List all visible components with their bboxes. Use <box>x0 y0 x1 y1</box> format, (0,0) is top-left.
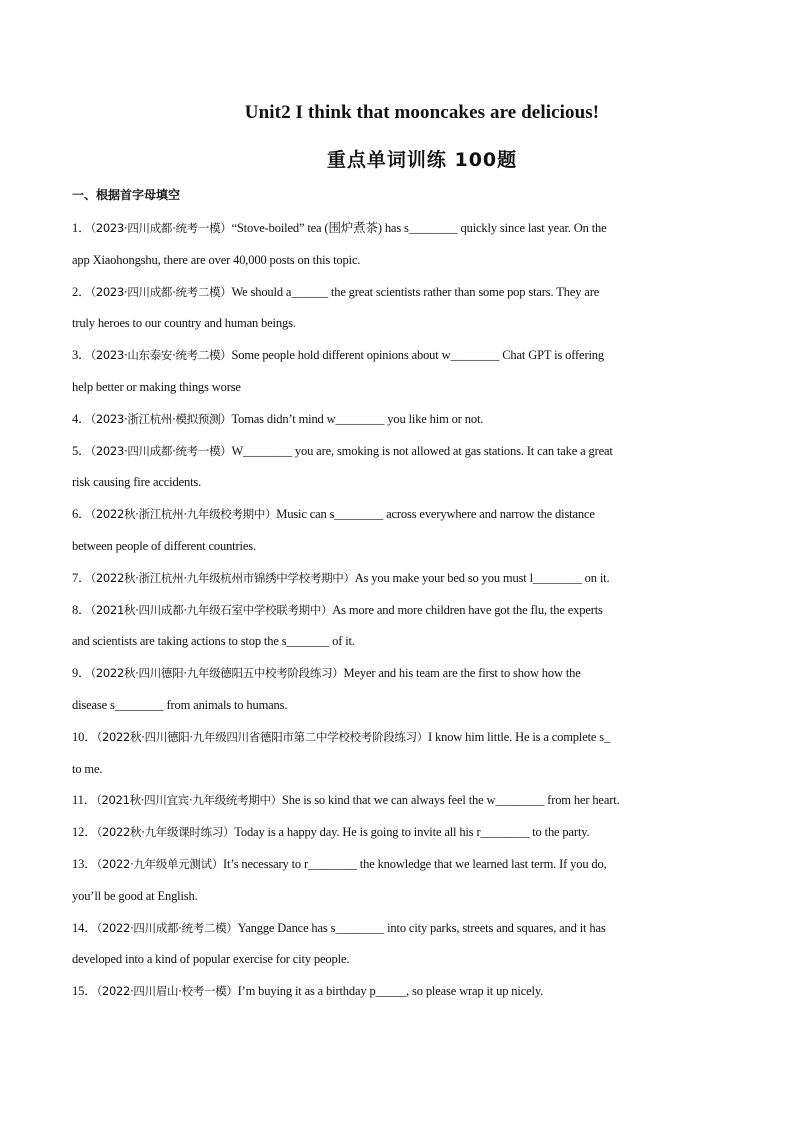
question-continuation <box>72 626 726 658</box>
question-source: （2023·山东泰安·统考二模） <box>90 348 232 363</box>
question-text: and scientists are taking actions to stop the s_______ of it. <box>72 634 355 649</box>
question-continuation <box>72 881 726 913</box>
question-source: （2022秋·九年级课时练习） <box>96 825 235 840</box>
question-text: She is so kind that we can always feel the w________ from her heart. <box>281 793 620 808</box>
question-text: Some people hold different opinions about w________ Chat GPT is offering <box>231 348 604 363</box>
question-item <box>72 785 726 817</box>
question-continuation <box>72 245 726 277</box>
question-continuation <box>72 690 726 722</box>
question-text: Meyer and his team are the first to show how the <box>343 666 581 681</box>
question-text: between people of different countries. <box>72 538 256 553</box>
question-text: Music can s________ across everywhere and narrow the distance <box>276 507 595 522</box>
question-source: （2023·四川成都·统考二模） <box>90 284 232 299</box>
question-number: 1． <box>72 221 91 235</box>
question-number: 6． <box>72 507 91 522</box>
question-source: （2022·九年级单元测试） <box>96 856 224 871</box>
question-number: 7． <box>72 570 91 585</box>
question-text: As more and more children have got the flu, the experts <box>332 602 603 617</box>
question-source: （2023·四川成都·统考一模） <box>90 443 232 458</box>
question-item <box>72 499 726 531</box>
question-item <box>72 849 726 881</box>
question-number: 14． <box>72 920 97 935</box>
question-item <box>72 340 726 372</box>
question-text: I’m buying it as a birthday p_____, so please wrap it up nicely. <box>237 984 544 999</box>
question-text: risk causing fire accidents. <box>72 475 202 490</box>
question-source: （2021秋·四川宜宾·九年级统考期中） <box>96 793 282 808</box>
question-continuation <box>72 944 726 976</box>
question-item <box>72 658 726 690</box>
question-text: As you make your bed so you must l________ on it. <box>354 570 610 585</box>
document-subtitle: 重点单词训练 100题 <box>326 149 518 171</box>
question-number: 5． <box>72 443 91 458</box>
question-text: you’ll be good at English. <box>72 888 198 903</box>
question-number: 10． <box>72 729 97 744</box>
question-continuation <box>72 372 726 404</box>
section-heading: 一、根据首字母填空 <box>72 188 181 202</box>
question-text: truly heroes to our country and human beings. <box>72 316 296 331</box>
question-number: 13． <box>72 856 97 871</box>
question-number: 8． <box>72 602 91 617</box>
question-number: 9． <box>72 666 91 681</box>
question-item <box>72 976 726 1008</box>
question-text: developed into a kind of popular exercise for city people. <box>72 952 350 967</box>
question-source: （2022秋·四川德阳·九年级德阳五中校考阶段练习） <box>90 666 344 681</box>
question-item <box>72 913 726 945</box>
question-continuation <box>72 467 726 499</box>
question-text: Today is a happy day. He is going to invite all his r________ to the party. <box>234 825 590 840</box>
question-number: 15． <box>72 984 97 999</box>
question-list <box>72 213 726 1008</box>
question-source: （2021秋·四川成都·九年级石室中学校联考期中） <box>90 602 333 617</box>
question-text: Tomas didn’t mind w________ you like him or not. <box>231 411 484 426</box>
question-source: （2022秋·浙江杭州·九年级杭州市锦绣中学校考期中） <box>90 570 355 585</box>
question-source: （2022秋·四川德阳·九年级四川省德阳市第二中学校校考阶段练习） <box>96 729 428 744</box>
question-source: （2023·四川成都·统考一模） <box>90 221 232 235</box>
question-item <box>72 817 726 849</box>
question-source: （2023·浙江杭州·模拟预测） <box>90 411 232 426</box>
question-source: （2022·四川眉山·校考一模） <box>96 984 238 999</box>
document-title: Unit2 I think that mooncakes are delicious! <box>244 102 600 123</box>
question-text: It’s necessary to r________ the knowledge that we learned last term. If you do, <box>223 856 607 871</box>
question-text: app Xiaohongshu, there are over 40,000 posts on this topic. <box>72 252 361 267</box>
question-number: 2． <box>72 284 91 299</box>
question-text: help better or making things worse <box>72 379 241 394</box>
question-continuation <box>72 754 726 786</box>
question-text: to me. <box>72 761 103 776</box>
question-text: We should a______ the great scientists rather than some pop stars. They are <box>231 284 600 299</box>
question-text: disease s________ from animals to humans. <box>72 697 288 712</box>
question-continuation <box>72 531 726 563</box>
question-item <box>72 213 726 245</box>
question-item <box>72 436 726 468</box>
question-item <box>72 722 726 754</box>
question-item <box>72 563 726 595</box>
question-item <box>72 404 726 436</box>
question-text: W________ you are, smoking is not allowed at gas stations. It can take a great <box>231 443 613 458</box>
question-text: I know him little. He is a complete s_ <box>428 729 611 744</box>
question-number: 11． <box>72 793 97 808</box>
question-item <box>72 277 726 309</box>
question-number: 4． <box>72 411 91 426</box>
question-number: 12． <box>72 825 97 840</box>
question-text: Yangge Dance has s________ into city parks, streets and squares, and it has <box>237 920 606 935</box>
question-source: （2022秋·浙江杭州·九年级校考期中） <box>90 507 277 522</box>
question-number: 3． <box>72 348 91 363</box>
question-continuation <box>72 308 726 340</box>
question-item <box>72 595 726 627</box>
question-source: （2022·四川成都·统考二模） <box>96 920 238 935</box>
question-text: “Stove-boiled” tea (围炉煮茶) has s________ quickly since last year. On the <box>231 221 607 235</box>
